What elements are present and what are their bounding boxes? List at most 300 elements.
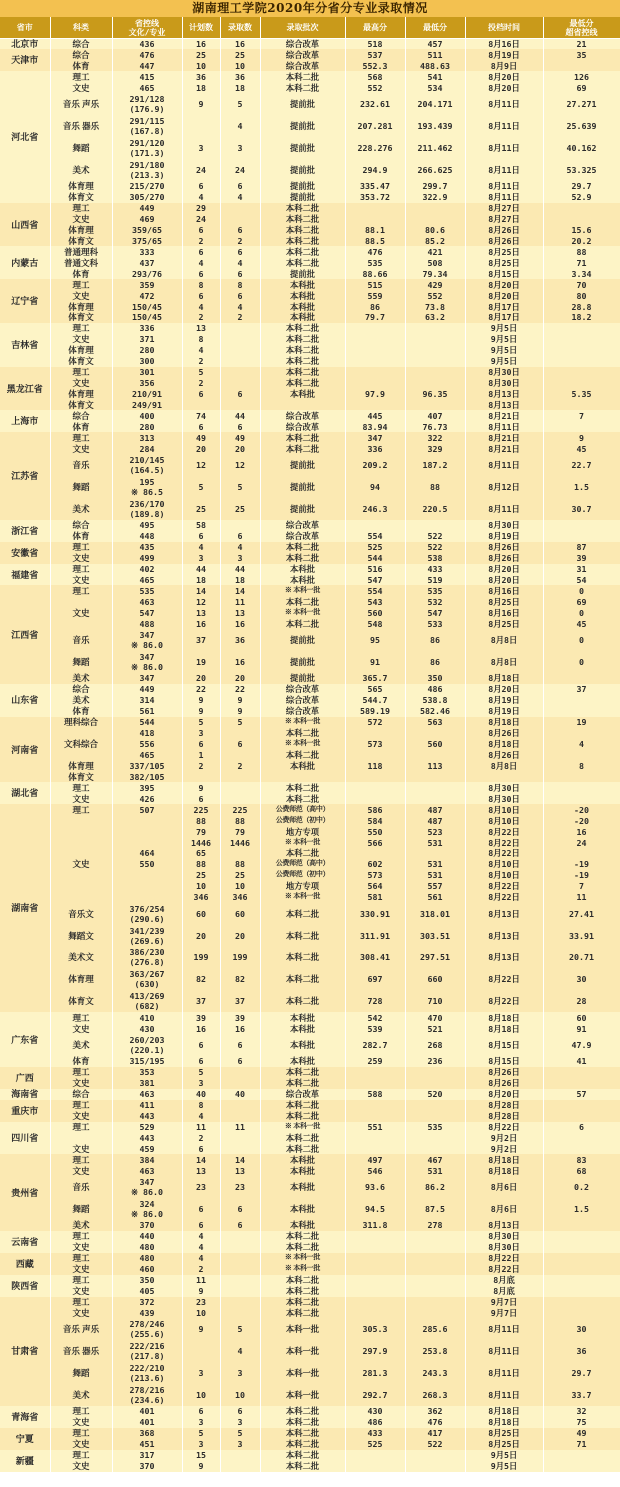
cell-lowest-score	[405, 1275, 465, 1286]
cell-batch: 公费师范（初中）	[260, 870, 345, 881]
cell-lowest-score: 88	[405, 476, 465, 498]
cell-category: 体育文	[50, 400, 112, 411]
cell-highest-score	[345, 1143, 405, 1154]
cell-category: 文史	[50, 1308, 112, 1319]
table-row	[0, 1417, 620, 1428]
cell-admitted-count: 88	[220, 859, 260, 870]
header-above-line: 最低分 超省控线	[543, 17, 620, 39]
cell-highest-score: 95	[345, 629, 405, 651]
cell-control-line: 400	[112, 410, 182, 421]
table-row	[0, 892, 620, 903]
cell-above-line: -19	[543, 870, 620, 881]
cell-category: 音乐 声乐	[50, 1318, 112, 1340]
cell-filing-date: 8月26日	[465, 1078, 543, 1089]
cell-province: 重庆市	[0, 1100, 50, 1122]
cell-highest-score: 88.5	[345, 235, 405, 246]
cell-admitted-count: 24	[220, 159, 260, 181]
cell-control-line: 547	[112, 607, 182, 618]
cell-admitted-count: 6	[220, 531, 260, 542]
cell-batch	[260, 771, 345, 782]
cell-admitted-count	[220, 356, 260, 367]
cell-above-line: 32	[543, 1406, 620, 1417]
cell-plan-count: 2	[182, 378, 220, 389]
table-row	[0, 181, 620, 192]
cell-admitted-count: 346	[220, 892, 260, 903]
cell-category: 理工	[50, 585, 112, 596]
cell-filing-date: 8月20日	[465, 82, 543, 93]
cell-lowest-score: 538	[405, 553, 465, 564]
cell-category: 理工	[50, 782, 112, 793]
cell-lowest-score	[405, 1132, 465, 1143]
cell-filing-date: 9月2日	[465, 1143, 543, 1154]
cell-plan-count: 11	[182, 1275, 220, 1286]
cell-batch: 本科二批	[260, 903, 345, 925]
cell-lowest-score: 80.6	[405, 225, 465, 236]
cell-above-line: 24	[543, 837, 620, 848]
cell-lowest-score: 531	[405, 1165, 465, 1176]
cell-highest-score	[345, 345, 405, 356]
cell-filing-date: 8月25日	[465, 246, 543, 257]
cell-category: 体育	[50, 531, 112, 542]
cell-admitted-count: 6	[220, 1034, 260, 1056]
cell-admitted-count: 4	[220, 301, 260, 312]
cell-above-line: 70	[543, 279, 620, 290]
cell-control-line: 495	[112, 520, 182, 531]
cell-highest-score: 589.19	[345, 706, 405, 717]
table-row	[0, 881, 620, 892]
table-row	[0, 596, 620, 607]
cell-plan-count: 6	[182, 793, 220, 804]
cell-admitted-count: 25	[220, 498, 260, 520]
cell-admitted-count: 36	[220, 629, 260, 651]
cell-highest-score: 602	[345, 859, 405, 870]
cell-plan-count: 23	[182, 1176, 220, 1198]
cell-admitted-count: 14	[220, 1154, 260, 1165]
cell-batch: 本科一批	[260, 1318, 345, 1340]
cell-control-line: 284	[112, 443, 182, 454]
cell-batch: 提前批	[260, 159, 345, 181]
cell-province: 甘肃省	[0, 1297, 50, 1406]
cell-province: 江苏省	[0, 432, 50, 520]
cell-control-line: 411	[112, 1100, 182, 1111]
cell-plan-count: 11	[182, 1122, 220, 1133]
cell-admitted-count	[220, 1242, 260, 1253]
cell-control-line: 371	[112, 334, 182, 345]
cell-lowest-score	[405, 728, 465, 739]
cell-highest-score: 91	[345, 651, 405, 673]
cell-plan-count: 6	[182, 181, 220, 192]
cell-filing-date: 8月21日	[465, 432, 543, 443]
table-row	[0, 771, 620, 782]
cell-batch: 本科二批	[260, 345, 345, 356]
cell-highest-score: 365.7	[345, 673, 405, 684]
cell-filing-date: 8月11日	[465, 1340, 543, 1362]
cell-plan-count: 9	[182, 1286, 220, 1297]
table-row	[0, 1078, 620, 1089]
cell-lowest-score: 522	[405, 542, 465, 553]
cell-batch: 本科二批	[260, 1100, 345, 1111]
cell-admitted-count	[220, 1286, 260, 1297]
cell-above-line	[543, 1297, 620, 1308]
cell-category: 理工	[50, 1100, 112, 1111]
cell-plan-count: 25	[182, 49, 220, 60]
cell-province: 福建省	[0, 564, 50, 586]
cell-lowest-score	[405, 334, 465, 345]
cell-batch: 本科二批	[260, 443, 345, 454]
cell-lowest-score: 85.2	[405, 235, 465, 246]
cell-category	[50, 848, 112, 859]
cell-filing-date: 9月7日	[465, 1297, 543, 1308]
cell-highest-score: 548	[345, 618, 405, 629]
cell-lowest-score: 236	[405, 1056, 465, 1067]
cell-lowest-score	[405, 1308, 465, 1319]
cell-lowest-score: 253.8	[405, 1340, 465, 1362]
cell-above-line	[543, 367, 620, 378]
cell-batch: 综合改革	[260, 60, 345, 71]
cell-batch: 提前批	[260, 454, 345, 476]
cell-control-line: 278/216 (234.6)	[112, 1384, 182, 1406]
cell-highest-score: 547	[345, 575, 405, 586]
cell-above-line: 71	[543, 1439, 620, 1450]
cell-lowest-score	[405, 793, 465, 804]
cell-highest-score	[345, 1231, 405, 1242]
cell-batch: 本科二批	[260, 1406, 345, 1417]
cell-highest-score: 336	[345, 443, 405, 454]
cell-batch: 本科批	[260, 575, 345, 586]
cell-control-line: 291/115 (167.8)	[112, 115, 182, 137]
cell-plan-count: 9	[182, 1461, 220, 1472]
cell-category: 理工	[50, 1450, 112, 1461]
cell-above-line: 9	[543, 432, 620, 443]
cell-category: 美术	[50, 159, 112, 181]
cell-above-line: 83	[543, 1154, 620, 1165]
cell-control-line: 313	[112, 432, 182, 443]
cell-above-line	[543, 323, 620, 334]
cell-province: 吉林省	[0, 323, 50, 367]
table-row	[0, 192, 620, 203]
cell-highest-score	[345, 1253, 405, 1264]
cell-category: 音乐文	[50, 903, 112, 925]
cell-highest-score	[345, 1461, 405, 1472]
table-row	[0, 389, 620, 400]
cell-lowest-score	[405, 1231, 465, 1242]
cell-batch: 综合改革	[260, 39, 345, 50]
cell-control-line: 405	[112, 1286, 182, 1297]
cell-batch: 本科批	[260, 1012, 345, 1023]
cell-above-line: 16	[543, 826, 620, 837]
cell-admitted-count: 1446	[220, 837, 260, 848]
cell-plan-count: 2	[182, 235, 220, 246]
cell-admitted-count: 6	[220, 421, 260, 432]
cell-batch: 本科二批	[260, 848, 345, 859]
cell-batch: 提前批	[260, 476, 345, 498]
cell-category: 理工	[50, 432, 112, 443]
cell-filing-date: 8月10日	[465, 804, 543, 815]
cell-above-line: 0	[543, 585, 620, 596]
cell-filing-date: 8月21日	[465, 443, 543, 454]
table-row	[0, 629, 620, 651]
cell-admitted-count: 16	[220, 618, 260, 629]
table-row	[0, 1428, 620, 1439]
table-row	[0, 421, 620, 432]
table-row	[0, 575, 620, 586]
table-row	[0, 476, 620, 498]
cell-lowest-score	[405, 1100, 465, 1111]
cell-plan-count: 6	[182, 290, 220, 301]
cell-plan-count: 8	[182, 279, 220, 290]
cell-filing-date: 8月26日	[465, 750, 543, 761]
cell-batch: ※ 本科一批	[260, 739, 345, 750]
cell-filing-date: 8月18日	[465, 1406, 543, 1417]
cell-category: 文史	[50, 1023, 112, 1034]
cell-admitted-count	[220, 367, 260, 378]
cell-batch: 公费师范（高中）	[260, 859, 345, 870]
cell-control-line: 236/170 (189.8)	[112, 498, 182, 520]
cell-above-line: 31	[543, 564, 620, 575]
cell-highest-score	[345, 1132, 405, 1143]
sheet-title: 湖南理工学院2020年分省分专业录取情况	[0, 0, 620, 17]
cell-control-line: 465	[112, 82, 182, 93]
cell-batch: 本科二批	[260, 257, 345, 268]
table-row	[0, 246, 620, 257]
cell-lowest-score: 508	[405, 257, 465, 268]
cell-highest-score	[345, 323, 405, 334]
cell-lowest-score: 268	[405, 1034, 465, 1056]
cell-control-line: 359	[112, 279, 182, 290]
cell-lowest-score	[405, 1242, 465, 1253]
cell-highest-score: 330.91	[345, 903, 405, 925]
cell-category: 文史	[50, 607, 112, 618]
cell-plan-count: 22	[182, 684, 220, 695]
cell-control-line: 347 ※ 86.0	[112, 1176, 182, 1198]
cell-above-line: 1.5	[543, 1198, 620, 1220]
cell-category: 文史	[50, 1439, 112, 1450]
cell-category	[50, 837, 112, 848]
cell-lowest-score: 582.46	[405, 706, 465, 717]
cell-batch: 综合改革	[260, 695, 345, 706]
cell-plan-count: 6	[182, 1056, 220, 1067]
cell-control-line: 459	[112, 1143, 182, 1154]
cell-admitted-count	[220, 1450, 260, 1461]
cell-admitted-count: 4	[220, 1340, 260, 1362]
table-body	[0, 39, 620, 1472]
cell-above-line: 19	[543, 717, 620, 728]
cell-highest-score: 544.7	[345, 695, 405, 706]
cell-highest-score: 588	[345, 1089, 405, 1100]
cell-above-line: 20.71	[543, 946, 620, 968]
cell-above-line	[543, 334, 620, 345]
table-row	[0, 761, 620, 772]
cell-batch: 本科二批	[260, 378, 345, 389]
cell-highest-score: 525	[345, 542, 405, 553]
cell-above-line	[543, 356, 620, 367]
cell-above-line	[543, 1100, 620, 1111]
table-row	[0, 968, 620, 990]
cell-above-line: 54	[543, 575, 620, 586]
cell-admitted-count: 6	[220, 1056, 260, 1067]
cell-plan-count: 39	[182, 1012, 220, 1023]
cell-filing-date: 9月5日	[465, 334, 543, 345]
table-row	[0, 323, 620, 334]
cell-highest-score	[345, 400, 405, 411]
cell-control-line: 347 ※ 86.0	[112, 629, 182, 651]
cell-category: 文史	[50, 575, 112, 586]
table-row	[0, 443, 620, 454]
cell-plan-count: 3	[182, 1417, 220, 1428]
cell-plan-count: 8	[182, 334, 220, 345]
cell-above-line: 7	[543, 410, 620, 421]
cell-admitted-count: 16	[220, 39, 260, 50]
cell-category: 文史	[50, 1143, 112, 1154]
table-row	[0, 60, 620, 71]
cell-plan-count: 1	[182, 750, 220, 761]
cell-above-line: 30	[543, 968, 620, 990]
cell-batch: 综合改革	[260, 49, 345, 60]
cell-admitted-count	[220, 1275, 260, 1286]
cell-plan-count: 10	[182, 881, 220, 892]
cell-lowest-score: 531	[405, 870, 465, 881]
cell-filing-date: 9月2日	[465, 1132, 543, 1143]
cell-lowest-score: 96.35	[405, 389, 465, 400]
cell-above-line: 88	[543, 246, 620, 257]
cell-highest-score	[345, 848, 405, 859]
cell-category: 理工	[50, 71, 112, 82]
cell-highest-score: 564	[345, 881, 405, 892]
cell-batch: 本科批	[260, 1198, 345, 1220]
cell-above-line: 30.7	[543, 498, 620, 520]
cell-batch: 本科二批	[260, 1143, 345, 1154]
table-row	[0, 903, 620, 925]
cell-above-line: 0	[543, 629, 620, 651]
cell-above-line: -19	[543, 859, 620, 870]
cell-filing-date: 8月22日	[465, 1122, 543, 1133]
cell-category	[50, 750, 112, 761]
cell-plan-count: 4	[182, 542, 220, 553]
cell-highest-score: 308.41	[345, 946, 405, 968]
cell-province: 河南省	[0, 717, 50, 783]
cell-admitted-count	[220, 345, 260, 356]
cell-plan-count: 25	[182, 498, 220, 520]
cell-category: 文史	[50, 859, 112, 870]
cell-province: 河北省	[0, 71, 50, 202]
cell-highest-score: 516	[345, 564, 405, 575]
cell-filing-date: 8月18日	[465, 717, 543, 728]
cell-filing-date: 8月18日	[465, 1165, 543, 1176]
cell-control-line	[112, 815, 182, 826]
cell-lowest-score: 457	[405, 39, 465, 50]
cell-plan-count: 4	[182, 192, 220, 203]
cell-above-line: 35	[543, 49, 620, 60]
cell-above-line: 6	[543, 1122, 620, 1133]
cell-filing-date: 8月6日	[465, 1198, 543, 1220]
cell-filing-date: 8月17日	[465, 301, 543, 312]
cell-province: 浙江省	[0, 520, 50, 542]
cell-category: 文史	[50, 378, 112, 389]
cell-lowest-score: 541	[405, 71, 465, 82]
cell-batch: 本科二批	[260, 1461, 345, 1472]
table-row	[0, 1384, 620, 1406]
cell-lowest-score: 533	[405, 618, 465, 629]
cell-plan-count: 6	[182, 246, 220, 257]
cell-admitted-count	[220, 520, 260, 531]
header-category: 科类	[50, 17, 112, 39]
cell-above-line: 8	[543, 761, 620, 772]
cell-category: 舞蹈	[50, 1362, 112, 1384]
cell-lowest-score: 561	[405, 892, 465, 903]
header-plan: 计划数	[182, 17, 220, 39]
cell-highest-score: 281.3	[345, 1362, 405, 1384]
cell-control-line: 195 ※ 86.5	[112, 476, 182, 498]
table-row	[0, 673, 620, 684]
cell-highest-score: 282.7	[345, 1034, 405, 1056]
cell-plan-count: 6	[182, 1406, 220, 1417]
cell-admitted-count: 12	[220, 454, 260, 476]
cell-batch: 综合改革	[260, 706, 345, 717]
cell-highest-score	[345, 1111, 405, 1122]
cell-control-line: 413/269 (682)	[112, 990, 182, 1012]
cell-lowest-score: 318.01	[405, 903, 465, 925]
cell-category: 文史	[50, 793, 112, 804]
cell-filing-date: 8月12日	[465, 476, 543, 498]
cell-control-line: 350	[112, 1275, 182, 1286]
cell-lowest-score: 211.462	[405, 137, 465, 159]
cell-filing-date: 8月19日	[465, 706, 543, 717]
cell-lowest-score	[405, 520, 465, 531]
cell-above-line: 33.91	[543, 925, 620, 947]
cell-plan-count: 5	[182, 717, 220, 728]
cell-batch: 本科二批	[260, 71, 345, 82]
cell-category	[50, 881, 112, 892]
cell-highest-score: 539	[345, 1023, 405, 1034]
cell-above-line: 1.5	[543, 476, 620, 498]
cell-above-line	[543, 400, 620, 411]
cell-highest-score: 586	[345, 804, 405, 815]
cell-highest-score: 542	[345, 1012, 405, 1023]
cell-province: 山西省	[0, 203, 50, 247]
cell-above-line	[543, 706, 620, 717]
cell-control-line: 305/270	[112, 192, 182, 203]
cell-batch: 综合改革	[260, 1089, 345, 1100]
cell-admitted-count: 36	[220, 71, 260, 82]
table-row	[0, 750, 620, 761]
cell-highest-score	[345, 1275, 405, 1286]
cell-filing-date: 8月19日	[465, 695, 543, 706]
cell-control-line: 499	[112, 553, 182, 564]
cell-lowest-score: 467	[405, 1154, 465, 1165]
cell-admitted-count	[220, 728, 260, 739]
cell-filing-date: 8月26日	[465, 542, 543, 553]
cell-filing-date: 8月16日	[465, 39, 543, 50]
cell-admitted-count	[220, 1111, 260, 1122]
cell-lowest-score: 322.9	[405, 192, 465, 203]
cell-category: 理工	[50, 1253, 112, 1264]
cell-plan-count: 25	[182, 870, 220, 881]
cell-admitted-count	[220, 1253, 260, 1264]
table-row	[0, 804, 620, 815]
table-row	[0, 717, 620, 728]
cell-plan-count: 15	[182, 1450, 220, 1461]
cell-batch: 本科批	[260, 389, 345, 400]
cell-filing-date: 8月11日	[465, 498, 543, 520]
cell-province: 西藏	[0, 1253, 50, 1275]
cell-highest-score: 353.72	[345, 192, 405, 203]
table-row	[0, 1242, 620, 1253]
cell-batch: 本科二批	[260, 1439, 345, 1450]
cell-batch: 本科二批	[260, 356, 345, 367]
cell-admitted-count	[220, 1461, 260, 1472]
cell-category: 文史	[50, 1286, 112, 1297]
cell-above-line: 80	[543, 290, 620, 301]
